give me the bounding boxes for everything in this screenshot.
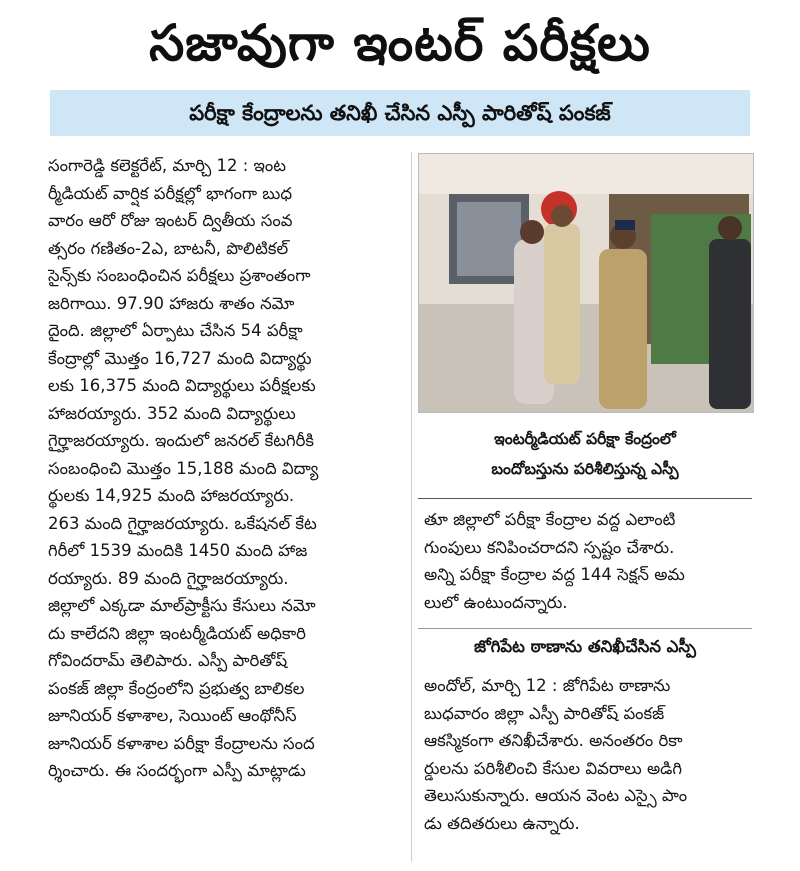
left-column-text <box>48 152 403 785</box>
caption-divider <box>418 498 752 499</box>
article-line: డు తదితరులు ఉన్నారు. <box>424 813 580 833</box>
article-line: జిల్లాలో ఎక్కడా మాల్‌ప్రాక్టీసు కేసులు నమో <box>48 596 316 615</box>
article-line: దు కాలేదని జిల్లా ఇంటర్మీడియట్ అధికారి <box>48 623 306 643</box>
secondary-article-text <box>424 672 752 837</box>
article-line: అన్ని పరీక్షా కేంద్రాల వద్ద 144 సెక్షన్ అమ <box>424 565 685 584</box>
article-line: తూ జిల్లాలో పరీక్షా కేంద్రాల వద్ద ఎలాంటి <box>424 510 676 529</box>
article-line: తెలుసుకున్నారు. ఆయన వెంట ఎస్సై పాం <box>424 786 688 805</box>
article-line: గిరీలో 1539 మందికి 1450 మంది హాజ <box>48 541 308 560</box>
photo-caption-line: ఇంటర్మీడియట్ పరీక్షా కేంద్రంలో <box>494 430 676 448</box>
article-line: ర్థులకు 14,925 మంది హాజరయ్యారు. <box>48 486 295 505</box>
article-line: బుధవారం జిల్లా ఎస్పీ పారితోష్ పంకజ్ <box>424 703 665 723</box>
column-divider <box>411 152 412 862</box>
photo-caption <box>418 418 752 500</box>
article-line: గైర్హాజరయ్యారు. ఇందులో జనరల్ కేటగిరీకి <box>48 431 315 450</box>
article-line: జరిగాయి. 97.90 హాజరు శాతం నమో <box>48 293 295 313</box>
article-line: ఆకస్మికంగా తనిఖీచేశారు. అనంతరం రికా <box>424 731 683 750</box>
article-line: హాజరయ్యారు. 352 మంది విద్యార్థులు <box>48 403 296 423</box>
article-line: జూనియర్ కళాశాల పరీక్షా కేంద్రాలను సంద <box>48 733 315 753</box>
article-line: అందోల్, మార్చి 12 : జోగిపేట ఠాణాను <box>424 676 671 695</box>
article-line: రయ్యారు. 89 మంది గైర్హాజరయ్యారు. <box>48 568 289 588</box>
article-line: లకు 16,375 మంది విద్యార్థులు పరీక్షలకు <box>48 376 316 395</box>
article-line: ర్డులను పరిశీలించి కేసుల వివరాలు అడిగి <box>424 758 682 778</box>
news-photo <box>418 153 754 413</box>
article-line: గోవిందరామ్ తెలిపారు. ఎస్పీ పారితోష్ <box>48 651 288 670</box>
photo-caption-line: బందోబస్తును పరిశీలిస్తున్న ఎస్పీ <box>491 460 679 478</box>
article-line: దైంది. జిల్లాలో ఏర్పాటు చేసిన 54 పరీక్షా <box>48 321 303 340</box>
article-line: సంబంధించి మొత్తం 15,188 మంది విద్యా <box>48 458 319 478</box>
article-line: వారం ఆరో రోజు ఇంటర్ ద్వితీయ సంవ <box>48 211 293 230</box>
article-line: గుంపులు కనిపించరాదని స్పష్టం చేశారు. <box>424 537 675 557</box>
article-line: పంకజ్ జిల్లా కేంద్రంలోని ప్రభుత్వ బాలికల <box>48 678 305 698</box>
right-column-text <box>424 506 752 616</box>
article-line: త్సరం గణితం-2ఎ, బాటనీ, పొలిటికల్ <box>48 238 289 258</box>
article-line: ర్శించారు. ఈ సందర్భంగా ఎస్పీ మాట్లాడు <box>48 761 306 780</box>
photo-illustration <box>419 154 753 412</box>
article-line: జూనియర్ కళాశాల, సెయింట్ ఆంథోనీస్ <box>48 706 297 725</box>
article-line: కేంద్రాల్లో మొత్తం 16,727 మంది విద్యార్థు <box>48 348 312 368</box>
secondary-headline: జోగిపేట ఠాణాను తనిఖీచేసిన ఎస్పీ <box>418 628 752 665</box>
article-line: సంగారెడ్డి కలెక్టరేట్, మార్చి 12 : ఇంట <box>48 156 286 175</box>
subheadline-banner: పరీక్షా కేంద్రాలను తనిఖీ చేసిన ఎస్పీ పారితోష్ పంకజ్ <box>50 90 750 136</box>
article-line: లులో ఉంటుందన్నారు. <box>424 592 568 612</box>
article-line: ర్మీడియట్ వార్షిక పరీక్షల్లో భాగంగా బుధ <box>48 183 292 203</box>
headline: సజావుగా ఇంటర్ పరీక్షలు <box>149 14 651 72</box>
article-line: 263 మంది గైర్హాజరయ్యారు. ఒకేషనల్ కేట <box>48 513 317 533</box>
article-line: సైన్స్‌కు సంబంధించిన పరీక్షలు ప్రశాంతంగా <box>48 266 311 285</box>
